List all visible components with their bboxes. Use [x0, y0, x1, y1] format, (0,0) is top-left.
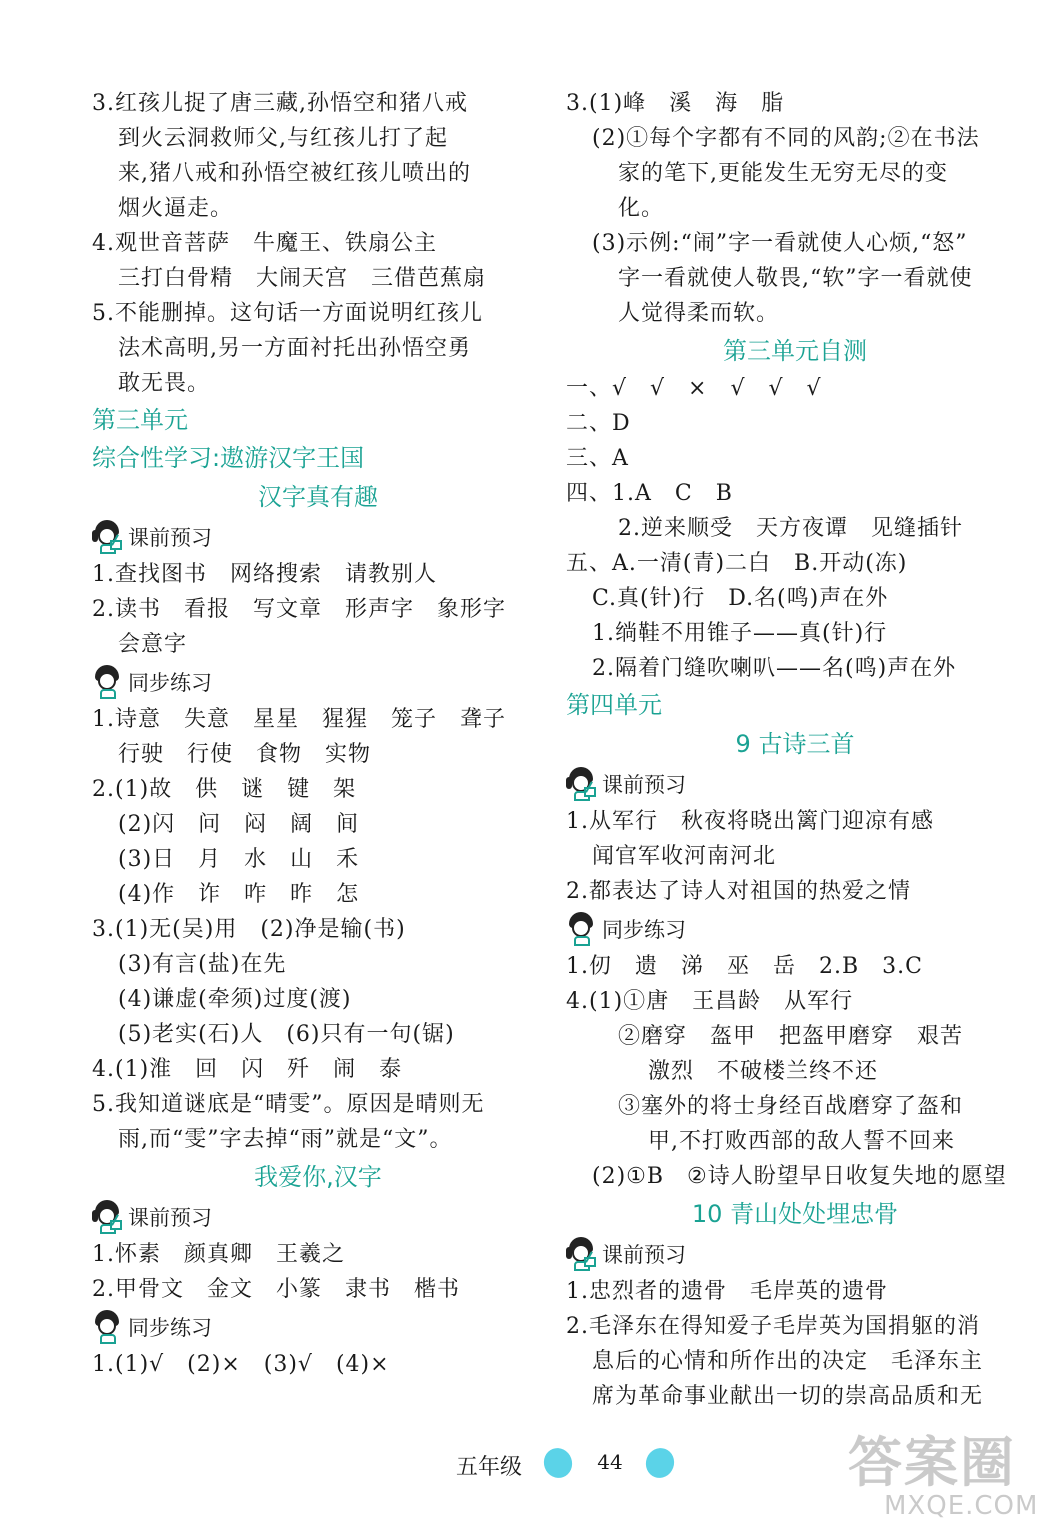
comprehensive-heading: 综合性学习:遨游汉字王国 [92, 444, 365, 472]
answer-line: 1.怀素 颜真卿 王羲之 [92, 1242, 345, 1267]
answer-line: 化。 [618, 196, 665, 221]
answer-line: (4)谦虚(牵须)过度(渡) [118, 987, 352, 1012]
answer-line: 1.查找图书 网络搜索 请教别人 [92, 562, 437, 587]
girl-reading-icon [92, 1200, 124, 1234]
answer-line: ②磨穿 盔甲 把盔甲磨穿 艰苦 [618, 1024, 964, 1049]
section-practice [92, 1307, 544, 1347]
answer-line: 法术高明,另一方面衬托出孙悟空勇 [118, 336, 471, 361]
answer-line: (5)老实(石)人 (6)只有一句(锯) [118, 1022, 455, 1047]
answer-line: 闻官军收河南河北 [592, 844, 777, 869]
page-number: 44 [597, 1450, 623, 1474]
answer-line: 三打白骨精 大闹天宫 三借芭蕉扇 [118, 266, 487, 291]
girl-reading-icon [92, 520, 124, 554]
answer-line: 2.(1)故 供 谜 键 架 [92, 777, 357, 802]
answer-line: 家的笔下,更能发生无穷无尽的变 [618, 161, 948, 186]
answer-line: (3)日 月 水 山 禾 [118, 847, 360, 872]
answer-line: 3.(1)峰 溪 海 脂 [566, 91, 785, 116]
answer-line: 敢无畏。 [118, 371, 211, 396]
answer-line: 1.诗意 失意 星星 猩猩 笼子 聋子 [92, 707, 506, 732]
lesson-title: 汉字真有趣 [258, 483, 378, 511]
answer-line: 2.毛泽东在得知爱子毛岸英为国捐躯的消 [566, 1314, 980, 1339]
unit-heading: 第四单元 [566, 691, 662, 719]
answer-line: 1.忠烈者的遗骨 毛岸英的遗骨 [566, 1279, 888, 1304]
answer-line: 烟火逼走。 [118, 196, 234, 221]
answer-line: (3)示例:“闹”字一看就使人心烦,“怒” [592, 231, 968, 256]
answer-line: 来,猪八戒和孙悟空被红孩儿喷出的 [118, 161, 471, 186]
watermark-logo [848, 1420, 1048, 1536]
answer-line: 1.(1)√ (2)× (3)√ (4)× [92, 1352, 390, 1377]
watermark-text: 答案圈 [848, 1431, 1016, 1494]
answer-line: 一、√ √ × √ √ √ [566, 376, 822, 401]
answer-line: 二、D [566, 411, 631, 436]
answer-line: 行驶 行使 食物 实物 [118, 742, 372, 767]
answer-line: 4.(1)淮 回 闪 歼 闹 泰 [92, 1057, 403, 1082]
section-label: 课前预习 [602, 1243, 686, 1267]
decor-left-icon [540, 1444, 577, 1482]
section-label: 课前预习 [602, 773, 686, 797]
right-column [566, 86, 1024, 1414]
answer-line: (2)①B ②诗人盼望早日收复失地的愿望 [592, 1164, 1007, 1189]
answer-line: 3.红孩儿捉了唐三藏,孙悟空和猪八戒 [92, 91, 468, 116]
left-column [92, 86, 544, 1382]
answer-line: 3.(1)无(吴)用 (2)净是输(书) [92, 917, 406, 942]
answer-line: 五、A.一清(青)二白 B.开动(冻) [566, 551, 908, 576]
girl-reading-icon [566, 767, 598, 801]
answer-line: 人觉得柔而软。 [618, 301, 780, 326]
answer-line: 字一看就使人敬畏,“软”字一看就使 [618, 266, 973, 291]
answer-line: 1.仞 遗 涕 巫 岳 2.B 3.C [566, 954, 923, 979]
decor-right-icon [642, 1444, 679, 1482]
section-preview [566, 1234, 1024, 1274]
boy-thinking-icon [566, 912, 598, 946]
answer-line: C.真(针)行 D.名(鸣)声在外 [592, 586, 889, 611]
answer-line: ③塞外的将士身经百战磨穿了盔和 [618, 1094, 964, 1119]
section-practice [92, 662, 544, 702]
section-label: 同步练习 [128, 671, 212, 695]
answer-line: 激烈 不破楼兰终不还 [648, 1059, 879, 1084]
girl-reading-icon [566, 1237, 598, 1271]
answer-line: 席为革命事业献出一切的崇高品质和无 [592, 1384, 984, 1409]
answer-line: 5.我知道谜底是“晴雯”。原因是晴则无 [92, 1092, 485, 1117]
answer-line: 雨,而“雯”字去掉“雨”就是“文”。 [118, 1127, 453, 1152]
page-number-badge [534, 1444, 684, 1484]
answer-line: 甲,不打败西部的敌人誓不回来 [648, 1129, 955, 1154]
section-preview [92, 517, 544, 557]
answer-line: 4.(1)①唐 王昌龄 从军行 [566, 989, 854, 1014]
answer-line: 会意字 [118, 632, 188, 657]
answer-line: 四、1.A C B [566, 481, 733, 506]
boy-thinking-icon [92, 1310, 124, 1344]
unit-heading: 第三单元 [92, 406, 188, 434]
answer-line: (4)作 诈 咋 昨 怎 [118, 882, 360, 907]
section-preview [566, 764, 1024, 804]
answer-line: 息后的心情和所作出的决定 毛泽东主 [592, 1349, 984, 1374]
answer-line: 4.观世音菩萨 牛魔王、铁扇公主 [92, 231, 437, 256]
section-label: 课前预习 [128, 1206, 212, 1230]
answer-line: 5.不能删掉。这句话一方面说明红孩儿 [92, 301, 483, 326]
answer-line: 2.甲骨文 金文 小篆 隶书 楷书 [92, 1277, 460, 1302]
boy-thinking-icon [92, 665, 124, 699]
answer-line: 三、A [566, 446, 629, 471]
answer-line: 1.绱鞋不用锥子——真(针)行 [592, 621, 888, 646]
section-preview [92, 1197, 544, 1237]
lesson-title: 我爱你,汉字 [254, 1163, 382, 1191]
answer-line: 1.从军行 秋夜将晓出篱门迎凉有感 [566, 809, 934, 834]
watermark-url: MXQE.COM [884, 1491, 1039, 1521]
section-label: 课前预习 [128, 526, 212, 550]
section-label: 同步练习 [128, 1316, 212, 1340]
answer-line: (3)有言(盐)在先 [118, 952, 287, 977]
selftest-title: 第三单元自测 [723, 337, 867, 365]
lesson-title: 9 古诗三首 [735, 730, 855, 758]
section-label: 同步练习 [602, 918, 686, 942]
answer-line: 2.隔着门缝吹喇叭——名(鸣)声在外 [592, 656, 957, 681]
grade-label: 五年级 [456, 1455, 523, 1480]
answer-line: 2.逆来顺受 天方夜谭 见缝插针 [618, 516, 963, 541]
answer-line: 2.读书 看报 写文章 形声字 象形字 [92, 597, 506, 622]
answer-line: 2.都表达了诗人对祖国的热爱之情 [566, 879, 911, 904]
answer-line: (2)①每个字都有不同的风韵;②在书法 [592, 126, 980, 151]
answer-line: 到火云洞救师父,与红孩儿打了起 [118, 126, 448, 151]
lesson-title: 10 青山处处埋忠骨 [691, 1200, 899, 1228]
answer-line: (2)闪 问 闷 阔 间 [118, 812, 360, 837]
section-practice [566, 909, 1024, 949]
